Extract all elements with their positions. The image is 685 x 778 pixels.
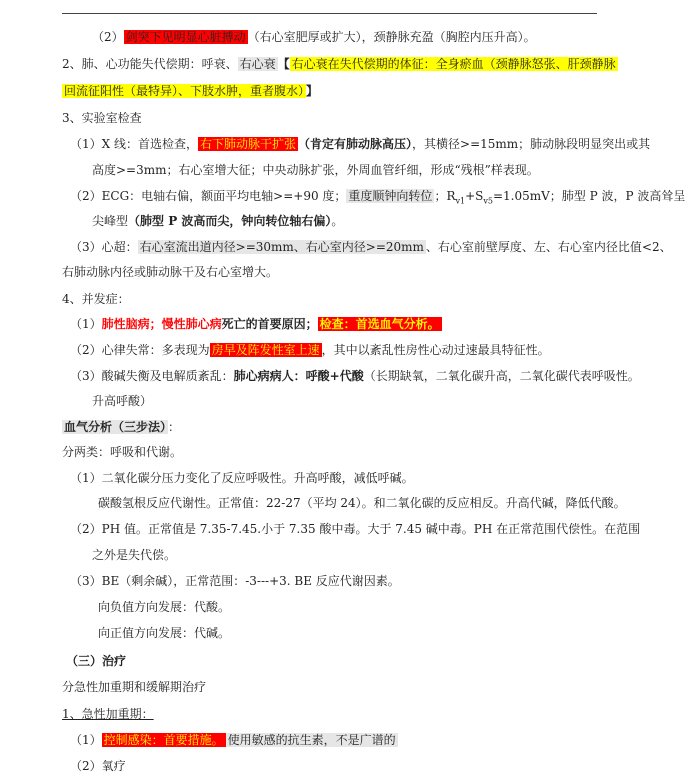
line-5: （1）X 线：首选检查， 右下肺动脉干扩张 （肯定有肺动脉高压），其横径>=15mm；肺动脉段明显突出或其: [70, 137, 651, 151]
line-18: （1）二氧化碳分压力变化了反应呼吸性。升高呼酸，减低呼碱。: [70, 471, 414, 485]
line-6: 高度>=3mm；右心室增大征；中央动脉扩张，外周血管纤细，形成“残根”样表现。: [92, 163, 539, 177]
line-11: 4、并发症：: [62, 292, 130, 306]
line-27: 1、急性加重期：: [62, 707, 154, 721]
line-14: （3）酸碱失衡及电解质紊乱：肺心病病人：呼酸+代酸（长期缺氧，二氧化碳升高，二氧化碳代表呼吸性。: [70, 369, 640, 383]
highlight-red: 剑突下见明显心脏搏动: [125, 30, 246, 44]
highlight-red: 房早及阵发性室上速: [211, 343, 320, 357]
highlight-yellow: 右心衰在失代偿期的体征：全身瘀血（颈静脉怒张、肝颈静脉: [291, 57, 616, 71]
line-21: 之外是失代偿。: [92, 548, 177, 562]
line-12: （1）肺性脑病；慢性肺心病死亡的首要原因； 检查：首选血气分析。: [70, 317, 440, 331]
line-25: （三）治疗: [66, 654, 127, 668]
line-28: （1） 控制感染：首要措施。 使用敏感的抗生素，不是广谱的: [70, 733, 396, 747]
line-22: （3）BE（剩余碱），正常范围：-3---+3. BE 反应代谢因素。: [70, 574, 400, 588]
line-15: 升高呼酸）: [92, 394, 153, 408]
line-13: （2）心律失常：多表现为 房早及阵发性室上速 ，其中以紊乱性房性心动过速最具特征性。: [70, 343, 550, 357]
line-10: 右肺动脉内径或肺动脉干及右心室增大。: [62, 265, 279, 279]
highlight-red: 控制感染：首要措施。: [103, 733, 224, 747]
line-4: 3、实验室检查: [62, 111, 142, 125]
highlight-red: 检查：首选血气分析。: [319, 317, 440, 331]
highlight-yellow: 回流征阳性（最特异）、下肢水肿，重者腹水）: [64, 84, 305, 98]
line-26: 分急性加重期和缓解期治疗: [62, 680, 207, 694]
line-20: （2）PH 值。正常值是 7.35-7.45.小于 7.35 酸中毒。大于 7.45 碱中毒。PH 在正常范围代偿性。在范围: [70, 522, 641, 536]
line-2: 2、肺、心功能失代偿期：呼衰、 右心衰 【 右心衰在失代偿期的体征：全身瘀血（颈静脉怒张、肝颈静脉: [62, 57, 616, 71]
line-9: （3）心超： 右心室流出道内径>=30mm、右心室内径>=20mm 、右心室前壁厚度、左、右心室内径比值<2、: [70, 240, 672, 254]
line-23: 向负值方向发展：代酸。: [98, 600, 231, 614]
line-17: 分两类：呼吸和代谢。: [62, 445, 183, 459]
line-3: 回流征阳性（最特异）、下肢水肿，重者腹水） 】: [64, 84, 319, 98]
line-7: （2）ECG：电轴右偏，额面平均电轴>=+90 度； 重度顺钟向转位 ；$R_{v1}+S_{v5}=1.05mV$；肺型 P 波，P 波高耸呈: [70, 189, 685, 206]
top-rule: [62, 13, 597, 14]
line-16: 血气分析（三步法） ：: [64, 420, 181, 434]
line-1: （2） 剑突下见明显心脏搏动 （右心室肥厚或扩大），颈静脉充盈（胸腔内压升高）。: [92, 30, 536, 44]
line-29: （2）氧疗: [70, 759, 126, 773]
line-19: 碳酸氢根反应代谢性。正常值：22-27（平均 24）。和二氧化碳的反应相反。升高代碱，降低代酸。: [98, 496, 626, 510]
line-24: 向正值方向发展：代碱。: [98, 626, 231, 640]
line-8: 尖峰型（肺型 P 波高而尖，钟向转位轴右偏）。: [92, 214, 344, 228]
highlight-red: 右下肺动脉干扩张: [200, 137, 297, 151]
